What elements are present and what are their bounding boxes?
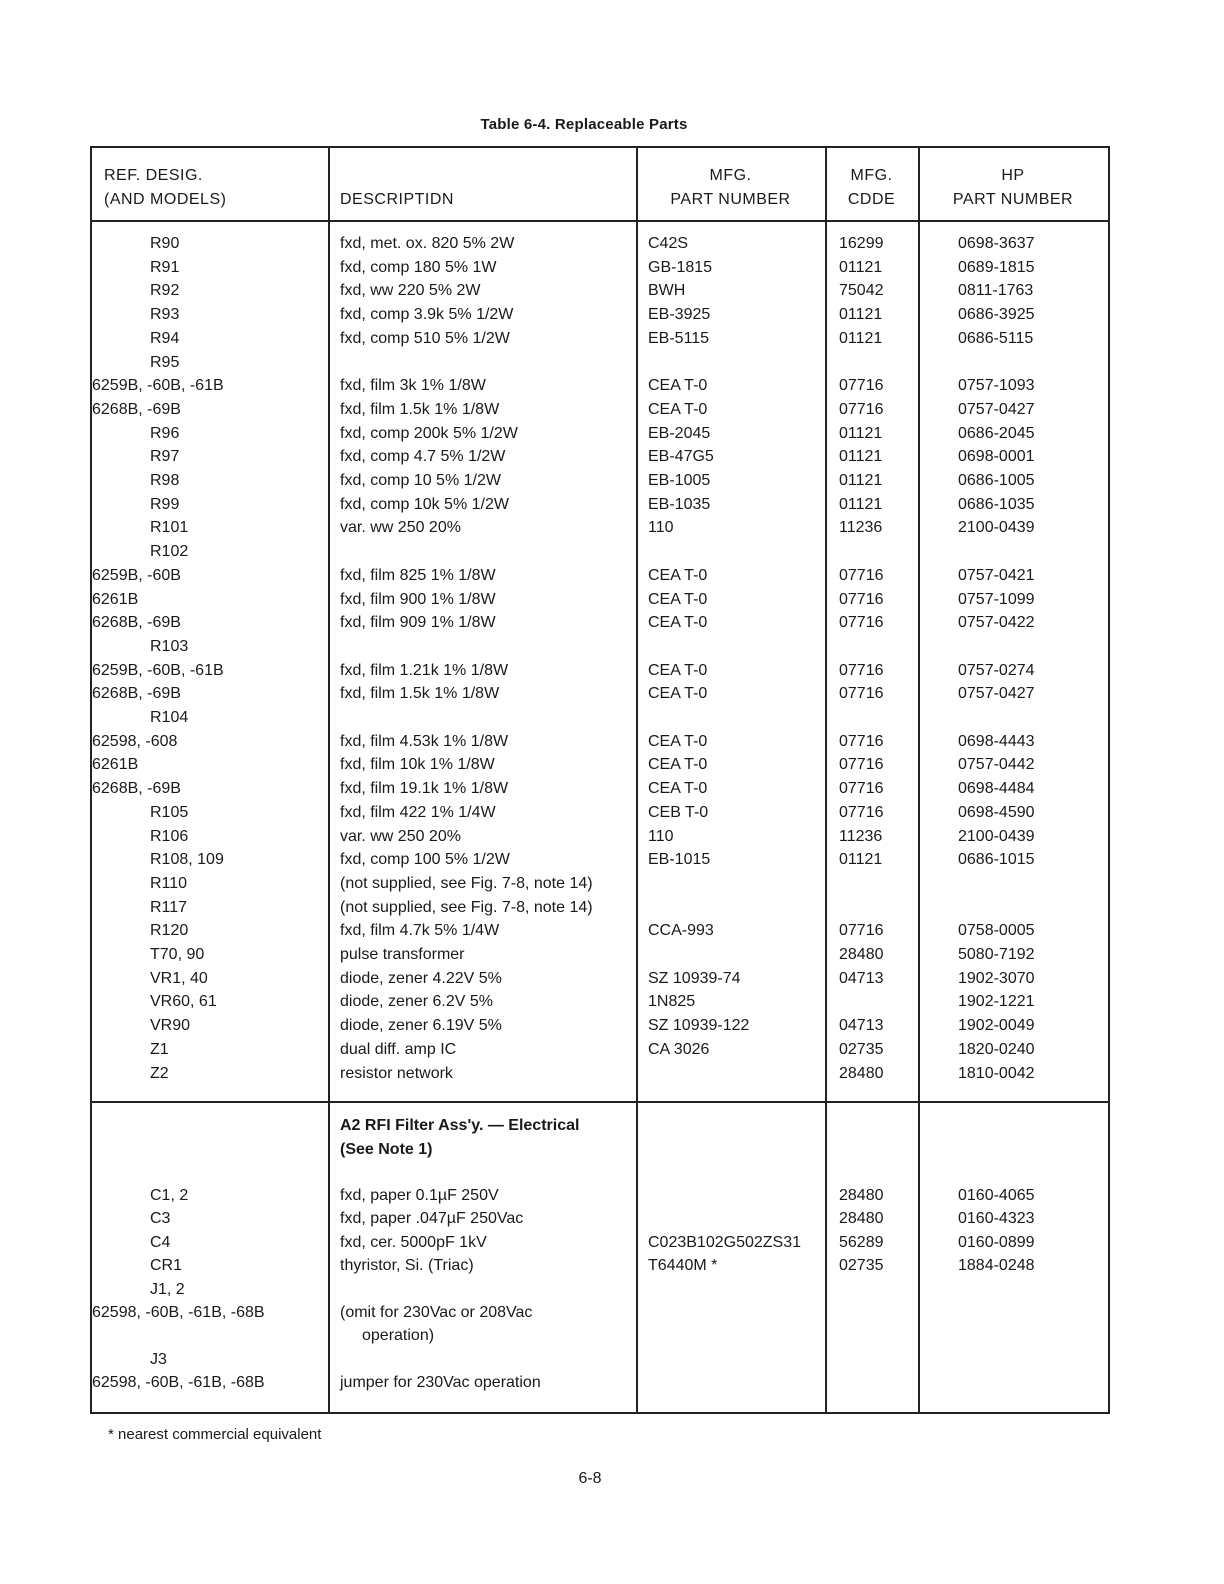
description-cell: fxd, met. ox. 820 5% 2W (340, 235, 515, 252)
description-cell: fxd, film 825 1% 1/8W (340, 566, 496, 584)
table-row (92, 1301, 1112, 1325)
description-cell: fxd, film 19.1k 1% 1/8W (340, 780, 509, 798)
mfg-code-cell: 07716 (839, 590, 884, 608)
ref-designator: R103 (150, 637, 189, 655)
table-row (92, 232, 1112, 256)
ref-designator: 6259B, -60B, -61B (92, 377, 224, 395)
mfg-code-cell: 07716 (839, 661, 884, 679)
ref-designator: Z1 (150, 1040, 169, 1058)
mfg-part-number-cell: EB-1035 (648, 495, 711, 513)
hp-part-number-cell: 0689-1815 (958, 258, 1035, 276)
description-cell: fxd, comp 100 5% 1/2W (340, 851, 510, 869)
ref-designator: R117 (150, 898, 188, 916)
header-ref-line1: REF. DESIG. (104, 167, 203, 184)
mfg-code-cell: 02735 (839, 1040, 884, 1058)
header-mfg-pn-line2: PART NUMBER (670, 191, 791, 208)
ref-designator: R102 (150, 543, 189, 561)
mfg-code-cell: 04713 (839, 1017, 884, 1035)
mfg-code-cell: 01121 (839, 448, 883, 466)
description-cell: fxd, film 1.5k 1% 1/8W (340, 400, 500, 418)
description-cell: fxd, comp 4.7 5% 1/2W (340, 448, 506, 466)
mfg-part-number-cell: CEA T-0 (648, 590, 708, 608)
table-row (92, 540, 1112, 564)
hp-part-number-cell: 0757-1099 (958, 590, 1035, 608)
hp-part-number-cell: 0811-1763 (958, 282, 1034, 300)
ref-designator: 62598, -608 (92, 732, 178, 750)
ref-designator: C4 (150, 1233, 171, 1251)
table-row (92, 801, 1112, 825)
description-cell: (omit for 230Vac or 208Vac (340, 1304, 533, 1321)
table-row (92, 1038, 1112, 1062)
mfg-part-number-cell: CEA T-0 (648, 780, 708, 798)
description-cell: fxd, film 900 1% 1/8W (340, 590, 496, 608)
ref-designator: 6259B, -60B (92, 566, 181, 584)
mfg-code-cell: 07716 (839, 377, 884, 395)
table-row (92, 1348, 1112, 1372)
table-row (92, 303, 1112, 327)
mfg-code-cell: 01121 (839, 258, 883, 276)
table-row (92, 351, 1112, 375)
description-cell: var. ww 250 20% (340, 519, 461, 537)
description-cell: var. ww 250 20% (340, 827, 461, 845)
description-cell: diode, zener 6.19V 5% (340, 1017, 502, 1035)
table-row (92, 919, 1112, 943)
hp-part-number-cell: 0757-1093 (958, 377, 1035, 395)
mfg-part-number-cell: EB-3925 (648, 306, 711, 324)
table-row (92, 422, 1112, 446)
hp-part-number-cell: 0757-0427 (958, 400, 1035, 418)
hp-part-number-cell: 0160-0899 (958, 1233, 1035, 1251)
hp-part-number-cell: 5080-7192 (958, 946, 1035, 963)
table-row (92, 611, 1112, 635)
ref-designator: 6268B, -69B (92, 780, 181, 798)
ref-designator: R94 (150, 329, 180, 347)
hp-part-number-cell: 0698-0001 (958, 448, 1035, 466)
description-cell: pulse transformer (340, 946, 465, 963)
description-cell: fxd, comp 3.9k 5% 1/2W (340, 306, 514, 324)
ref-designator: J3 (150, 1350, 167, 1368)
ref-designator: 6268B, -69B (92, 614, 181, 632)
mfg-part-number-cell: EB-5115 (648, 329, 710, 347)
table-row (92, 967, 1112, 991)
parts-table (90, 146, 1110, 1414)
mfg-code-cell: 04713 (839, 969, 884, 987)
table-row (92, 445, 1112, 469)
ref-designator: T70, 90 (150, 946, 205, 963)
description-cell: fxd, film 4.7k 5% 1/4W (340, 922, 500, 940)
mfg-part-number-cell: EB-1005 (648, 472, 711, 489)
table-row (92, 1231, 1112, 1255)
description-cell: fxd, film 3k 1% 1/8W (340, 377, 486, 395)
mfg-code-cell: 28480 (839, 1187, 884, 1204)
header-description: DESCRIPTIDN (340, 191, 454, 208)
ref-designator: R91 (150, 258, 180, 276)
table-row (92, 706, 1112, 730)
ref-designator: 62598, -60B, -61B, -68B (92, 1374, 265, 1392)
mfg-part-number-cell: CEA T-0 (648, 400, 708, 418)
ref-designator: R99 (150, 495, 180, 513)
mfg-code-cell: 07716 (839, 685, 884, 703)
section-title-line1: A2 RFI Filter Ass'y. — Electrical (340, 1117, 580, 1134)
description-cell: operation) (362, 1327, 435, 1345)
ref-designator: R110 (150, 874, 188, 892)
mfg-code-cell: 01121 (839, 329, 883, 347)
mfg-code-cell: 16299 (839, 235, 884, 252)
ref-designator: Z2 (150, 1064, 169, 1082)
ref-designator: R95 (150, 353, 180, 371)
mfg-part-number-cell: C023B102G502ZS31 (648, 1233, 801, 1251)
mfg-part-number-cell: CEB T-0 (648, 803, 709, 821)
ref-designator: R96 (150, 424, 180, 442)
header-mfg-pn-line1: MFG. (709, 167, 752, 184)
hp-part-number-cell: 1902-1221 (958, 993, 1035, 1011)
description-cell: thyristor, Si. (Triac) (340, 1257, 474, 1275)
hp-part-number-cell: 0757-0427 (958, 685, 1035, 703)
description-cell: fxd, ww 220 5% 2W (340, 282, 481, 300)
hp-part-number-cell: 1884-0248 (958, 1257, 1035, 1275)
table-row (92, 588, 1112, 612)
mfg-code-cell: 07716 (839, 614, 884, 632)
description-cell: fxd, film 4.53k 1% 1/8W (340, 732, 509, 750)
table-row (92, 872, 1112, 896)
mfg-part-number-cell: CEA T-0 (648, 614, 708, 632)
description-cell: jumper for 230Vac operation (340, 1374, 541, 1392)
hp-part-number-cell: 0160-4323 (958, 1210, 1035, 1228)
table-title: Table 6-4. Replaceable Parts (480, 116, 688, 133)
ref-designator: 6259B, -60B, -61B (92, 661, 224, 679)
mfg-part-number-cell: EB-2045 (648, 424, 711, 442)
table-row (92, 398, 1112, 422)
table-row (92, 564, 1112, 588)
mfg-code-cell: 56289 (839, 1233, 884, 1251)
table-row (92, 682, 1112, 706)
ref-designator: R108, 109 (150, 851, 224, 869)
hp-part-number-cell: 1902-3070 (958, 969, 1035, 987)
description-cell: fxd, comp 10k 5% 1/2W (340, 495, 509, 513)
hp-part-number-cell: 2100-0439 (958, 519, 1035, 537)
mfg-part-number-cell: EB-47G5 (648, 448, 714, 466)
hp-part-number-cell: 0686-5115 (958, 329, 1034, 347)
table-row (92, 943, 1112, 967)
mfg-part-number-cell: GB-1815 (648, 258, 713, 276)
header-hp-part-number (918, 164, 1108, 212)
description-cell: fxd, cer. 5000pF 1kV (340, 1233, 487, 1251)
hp-part-number-cell: 0758-0005 (958, 922, 1035, 940)
mfg-part-number-cell: CEA T-0 (648, 732, 708, 750)
mfg-code-cell: 02735 (839, 1257, 884, 1275)
ref-designator: C3 (150, 1210, 171, 1228)
hp-part-number-cell: 0698-4590 (958, 803, 1035, 821)
ref-designator: R98 (150, 472, 180, 489)
ref-designator: C1, 2 (150, 1187, 189, 1204)
ref-designator: VR1, 40 (150, 969, 208, 987)
hp-part-number-cell: 0757-0274 (958, 661, 1035, 679)
mfg-part-number-cell: C42S (648, 235, 689, 252)
table-row (92, 256, 1112, 280)
description-cell: resistor network (340, 1064, 453, 1082)
header-hp-pn-line1: HP (1001, 167, 1025, 184)
mfg-code-cell: 07716 (839, 756, 884, 774)
table-row (92, 279, 1112, 303)
hp-part-number-cell: 0698-3637 (958, 235, 1035, 252)
hp-part-number-cell: 0698-4443 (958, 732, 1035, 750)
mfg-code-cell: 11236 (839, 827, 883, 845)
mfg-part-number-cell: CEA T-0 (648, 566, 708, 584)
hp-part-number-cell: 2100-0439 (958, 827, 1035, 845)
mfg-code-cell: 07716 (839, 566, 884, 584)
mfg-code-cell: 28480 (839, 1064, 884, 1082)
table-row (92, 493, 1112, 517)
header-ref-desig (104, 164, 226, 212)
description-cell: fxd, comp 10 5% 1/2W (340, 472, 501, 489)
description-cell: fxd, comp 180 5% 1W (340, 258, 497, 276)
ref-designator: R90 (150, 235, 180, 252)
mfg-part-number-cell: CCA-993 (648, 922, 714, 940)
header-mfg-part-number (636, 164, 825, 212)
mfg-part-number-cell: CEA T-0 (648, 377, 708, 395)
ref-designator: R97 (150, 448, 180, 466)
table-row (92, 896, 1112, 920)
mfg-code-cell: 01121 (839, 472, 883, 489)
mfg-part-number-cell: SZ 10939-74 (648, 969, 741, 987)
hp-part-number-cell: 0686-1035 (958, 495, 1035, 513)
table-row (92, 1207, 1112, 1231)
ref-designator: R106 (150, 827, 189, 845)
ref-designator: VR60, 61 (150, 993, 217, 1011)
table-row (92, 635, 1112, 659)
ref-designator: R105 (150, 803, 189, 821)
table-row (92, 825, 1112, 849)
mfg-part-number-cell: 110 (648, 519, 674, 537)
description-cell: diode, zener 6.2V 5% (340, 993, 493, 1011)
description-cell: fxd, film 1.21k 1% 1/8W (340, 661, 509, 679)
ref-designator: R93 (150, 306, 180, 324)
mfg-code-cell: 07716 (839, 732, 884, 750)
hp-part-number-cell: 0698-4484 (958, 780, 1035, 798)
description-cell: diode, zener 4.22V 5% (340, 969, 502, 987)
table-row (92, 469, 1112, 493)
mfg-part-number-cell: EB-1015 (648, 851, 711, 869)
section-title (92, 1138, 1112, 1162)
section-title-line2: (See Note 1) (340, 1141, 433, 1158)
table-row (92, 1062, 1112, 1086)
ref-designator: R92 (150, 282, 180, 300)
ref-designator: R120 (150, 922, 189, 940)
table-row (92, 659, 1112, 683)
footnote: * nearest commercial equivalent (108, 1426, 322, 1443)
mfg-part-number-cell: CEA T-0 (648, 685, 708, 703)
section-rule (92, 1101, 1108, 1103)
hp-part-number-cell: 0757-0421 (958, 566, 1035, 584)
table-row (92, 516, 1112, 540)
table-row (92, 374, 1112, 398)
table-row (92, 730, 1112, 754)
table-row (92, 777, 1112, 801)
table-row (92, 1014, 1112, 1038)
header-hp-pn-line2: PART NUMBER (952, 191, 1074, 208)
header-ref-line2: (AND MODELS) (104, 191, 227, 208)
description-cell: fxd, film 422 1% 1/4W (340, 803, 496, 821)
mfg-code-cell: 07716 (839, 400, 884, 418)
header-mfg-code (825, 164, 918, 212)
ref-designator: 6261B (92, 756, 139, 774)
mfg-part-number-cell: T6440M * (648, 1257, 718, 1275)
description-cell: fxd, film 1.5k 1% 1/8W (340, 685, 500, 703)
mfg-code-cell: 07716 (839, 780, 884, 798)
mfg-part-number-cell: CEA T-0 (648, 756, 708, 774)
mfg-code-cell: 11236 (839, 519, 883, 537)
mfg-code-cell: 75042 (839, 282, 884, 300)
ref-designator: 6268B, -69B (92, 400, 181, 418)
hp-part-number-cell: 0686-1005 (958, 472, 1035, 489)
section-title (92, 1114, 1112, 1138)
table-row (92, 1371, 1112, 1395)
table-row (92, 848, 1112, 872)
table-row (92, 1254, 1112, 1278)
hp-part-number-cell: 1902-0049 (958, 1017, 1035, 1035)
hp-part-number-cell: 1820-0240 (958, 1040, 1035, 1058)
mfg-part-number-cell: BWH (648, 282, 686, 300)
description-cell: dual diff. amp IC (340, 1040, 457, 1058)
table-row (92, 1324, 1112, 1348)
mfg-code-cell: 01121 (839, 851, 883, 869)
description-cell: fxd, film 10k 1% 1/8W (340, 756, 495, 774)
ref-designator: 6261B (92, 590, 139, 608)
mfg-code-cell: 28480 (839, 946, 884, 963)
header-mfg-code-line2: CDDE (847, 191, 896, 208)
mfg-code-cell: 07716 (839, 803, 884, 821)
description-cell: fxd, paper 0.1µF 250V (340, 1187, 499, 1204)
table-row (92, 1278, 1112, 1302)
ref-designator: R101 (150, 519, 189, 537)
ref-designator: R104 (150, 709, 189, 726)
table-row (92, 1184, 1112, 1208)
table-row (92, 327, 1112, 351)
mfg-code-cell: 01121 (839, 424, 883, 442)
ref-designator: VR90 (150, 1017, 191, 1035)
hp-part-number-cell: 0757-0422 (958, 614, 1035, 632)
hp-part-number-cell: 0686-3925 (958, 306, 1035, 324)
ref-designator: 6268B, -69B (92, 685, 181, 703)
description-cell: fxd, film 909 1% 1/8W (340, 614, 496, 632)
header-mfg-code-line1: MFG. (850, 167, 893, 184)
mfg-part-number-cell: CEA T-0 (648, 661, 708, 679)
mfg-code-cell: 07716 (839, 922, 884, 940)
hp-part-number-cell: 0160-4065 (958, 1187, 1035, 1204)
mfg-part-number-cell: SZ 10939-122 (648, 1017, 750, 1035)
ref-designator: 62598, -60B, -61B, -68B (92, 1304, 265, 1321)
table-row (92, 990, 1112, 1014)
description-cell: fxd, comp 510 5% 1/2W (340, 329, 510, 347)
hp-part-number-cell: 0686-2045 (958, 424, 1035, 442)
description-cell: fxd, paper .047µF 250Vac (340, 1210, 524, 1228)
ref-designator: CR1 (150, 1257, 183, 1275)
hp-part-number-cell: 0686-1015 (958, 851, 1035, 869)
mfg-part-number-cell: CA 3026 (648, 1040, 710, 1058)
table-row (92, 753, 1112, 777)
page-number: 6-8 (578, 1470, 602, 1487)
hp-part-number-cell: 0757-0442 (958, 756, 1035, 774)
mfg-code-cell: 01121 (839, 495, 883, 513)
hp-part-number-cell: 1810-0042 (958, 1064, 1035, 1082)
ref-designator: J1, 2 (150, 1280, 185, 1298)
description-cell: (not supplied, see Fig. 7-8, note 14) (340, 874, 593, 892)
mfg-code-cell: 01121 (839, 306, 883, 324)
description-cell: (not supplied, see Fig. 7-8, note 14) (340, 898, 593, 916)
mfg-part-number-cell: 110 (648, 827, 674, 845)
description-cell: fxd, comp 200k 5% 1/2W (340, 424, 518, 442)
header-rule (92, 220, 1108, 222)
mfg-code-cell: 28480 (839, 1210, 884, 1228)
mfg-part-number-cell: 1N825 (648, 993, 696, 1011)
